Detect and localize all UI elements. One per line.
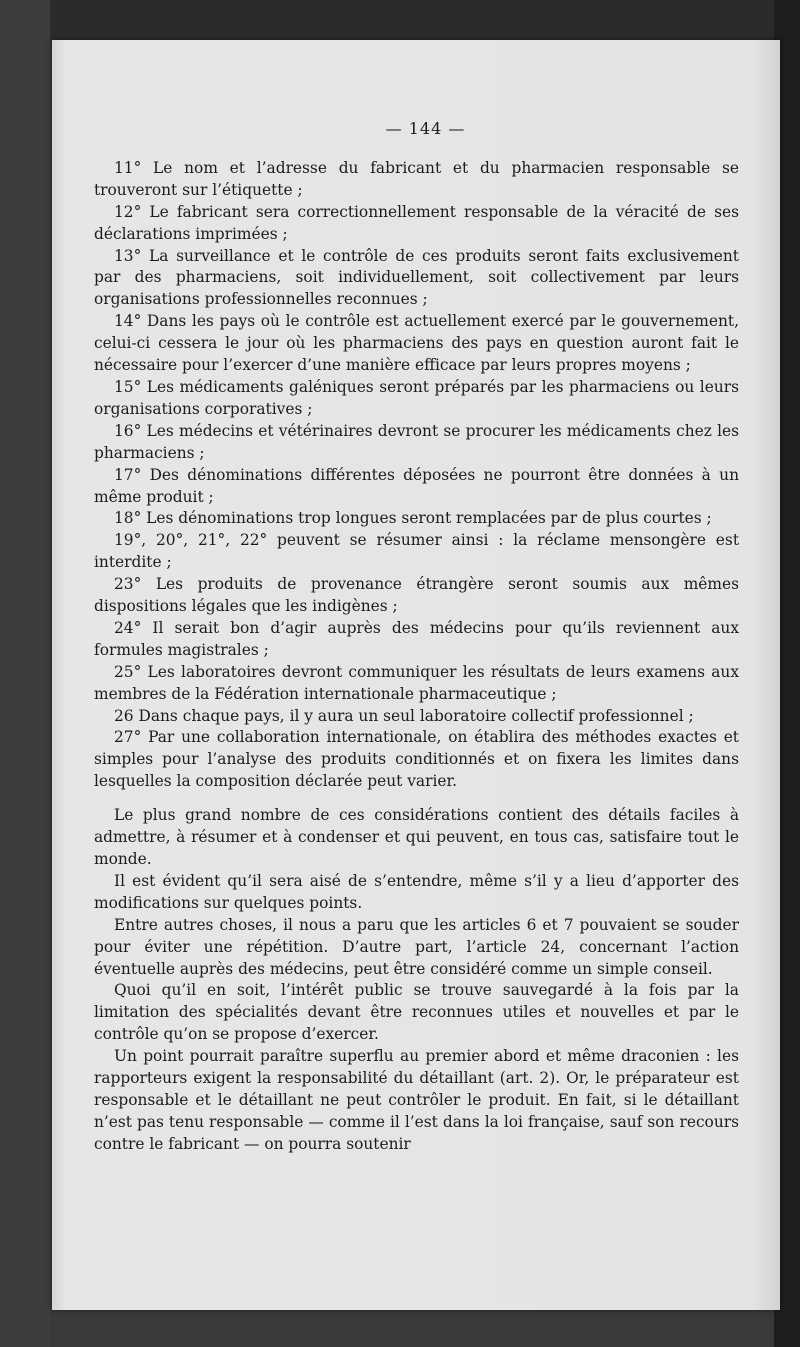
- commentary-paragraph-1: Le plus grand nombre de ces considérations contient des détails faciles à admettre, à résumer et à condenser et qui peuvent, en tous cas, satisfaire tout le monde.: [94, 806, 739, 868]
- section-gap: [94, 793, 739, 805]
- numbered-item-14: 14° Dans les pays où le contrôle est actuellement exercé par le gouvernement, celui-ci cessera le jour où les pharmaciens des pays en question auront fait le nécessaire pour l’exercer d’une manière efficace par leurs propres moyens ;: [94, 312, 739, 375]
- numbered-item-12: 12° Le fabricant sera correctionnellement responsable de la véracité de ses déclarations imprimées ;: [94, 202, 739, 243]
- commentary-paragraph-5: Un point pourrait paraître superflu au premier abord et même draconien : les rapporteurs exigent la responsabilité du détaillant (art. 2). Or, le préparateur est responsable et le détaillant ne peut contrôler le produit. En fait, si le détaillant n’est pas tenu responsable — comme il l’est dans la loi française, sauf son recours contre le fabricant — on pourra soutenir: [94, 1047, 739, 1153]
- numbered-item-19-22: 19°, 20°, 21°, 22° peuvent se résumer ainsi : la réclame mensongère est interdite ;: [94, 531, 739, 572]
- page-text: [94, 118, 739, 1156]
- numbered-item-24: 24° Il serait bon d’agir auprès des médecins pour qu’ils reviennent aux formules magistrales ;: [94, 618, 739, 659]
- numbered-item-13: 13° La surveillance et le contrôle de ces produits seront faits exclusivement par des pharmaciens, soit individuellement, soit collectivement par leurs organisations professionnelles reconnues ;: [94, 246, 739, 309]
- numbered-item-23: 23° Les produits de provenance étrangère seront soumis aux mêmes dispositions légales que les indigènes ;: [94, 575, 739, 616]
- numbered-item-25: 25° Les laboratoires devront communiquer les résultats de leurs examens aux membres de la Fédération internationale pharmaceutique ;: [94, 662, 739, 703]
- commentary-paragraph-2: Il est évident qu’il sera aisé de s’entendre, même s’il y a lieu d’apporter des modifications sur quelques points.: [94, 871, 739, 912]
- commentary-paragraph-3: Entre autres choses, il nous a paru que les articles 6 et 7 pouvaient se souder pour éviter une répétition. D’autre part, l’article 24, concernant l’action éventuelle auprès des médecins, peut être considéré comme un simple conseil.: [94, 915, 739, 978]
- scan-border-left: [0, 0, 50, 1347]
- numbered-item-15: 15° Les médicaments galéniques seront préparés par les pharmaciens ou leurs organisations corporatives ;: [94, 377, 739, 418]
- numbered-item-11: 11° Le nom et l’adresse du fabricant et du pharmacien responsable se trouveront sur l’étiquette ;: [94, 158, 739, 199]
- commentary-paragraph-4: Quoi qu’il en soit, l’intérêt public se trouve sauvegardé à la fois par la limitation des spécialités devant être reconnues utiles et nouvelles et par le contrôle qu’on se propose d’exercer.: [94, 981, 739, 1044]
- numbered-item-27: 27° Par une collaboration internationale, on établira des méthodes exactes et simples pour l’analyse des produits conditionnés et on fixera les limites dans lesquelles la composition déclarée peut varier.: [94, 728, 739, 791]
- numbered-item-17: 17° Des dénominations différentes déposées ne pourront être données à un même produit ;: [94, 465, 739, 506]
- numbered-item-18: 18° Les dénominations trop longues seront remplacées par de plus courtes ;: [114, 509, 712, 528]
- scan-border-top: [0, 0, 800, 42]
- page-number: — 144 —: [385, 119, 466, 138]
- numbered-item-26: 26 Dans chaque pays, il y aura un seul laboratoire collectif professionnel ;: [114, 706, 694, 725]
- numbered-item-16: 16° Les médecins et vétérinaires devront se procurer les médicaments chez les pharmaciens ;: [94, 421, 739, 462]
